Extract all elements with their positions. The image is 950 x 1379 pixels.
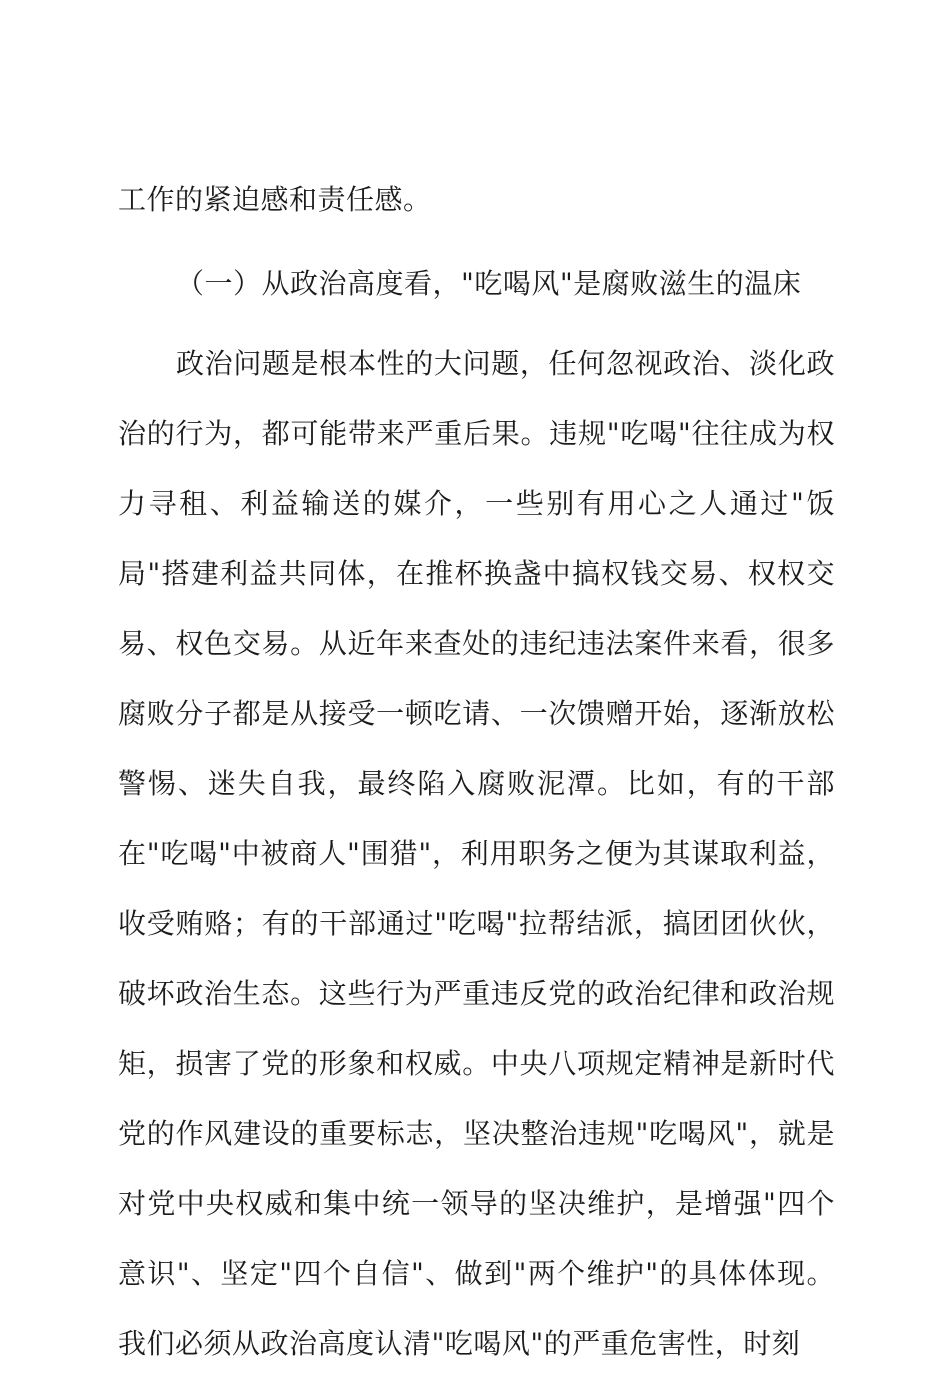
section-heading: （一）从政治高度看，"吃喝风"是腐败滋生的温床 [176, 267, 802, 300]
paragraph-continuation-line: 工作的紧迫感和责任感。 [118, 183, 432, 216]
document-text-column [118, 165, 835, 1379]
body-paragraph: 政治问题是根本性的大问题，任何忽视政治、淡化政治的行为，都可能带来严重后果。违规"吃喝"往往成为权力寻租、利益输送的媒介，一些别有用心之人通过"饭局"搭建利益共同体，在推杯换盏中搞权钱交易、权权交易、权色交易。从近年来查处的违纪违法案件来看，很多腐败分子都是从接受一顿吃请、一次馈赠开始，逐渐放松警惕、迷失自我，最终陷入腐败泥潭。比如，有的干部在"吃喝"中被商人"围猎"，利用职务之便为其谋取利益，收受贿赂；有的干部通过"吃喝"拉帮结派，搞团团伙伙，破坏政治生态。这些行为严重违反党的政治纪律和政治规矩，损害了党的形象和权威。中央八项规定精神是新时代党的作风建设的重要标志，坚决整治违规"吃喝风"，就是对党中央权威和集中统一领导的坚决维护，是增强"四个意识"、坚定"四个自信"、做到"两个维护"的具体体现。我们必须从政治高度认清"吃喝风"的严重危害性，时刻 [118, 347, 835, 1360]
